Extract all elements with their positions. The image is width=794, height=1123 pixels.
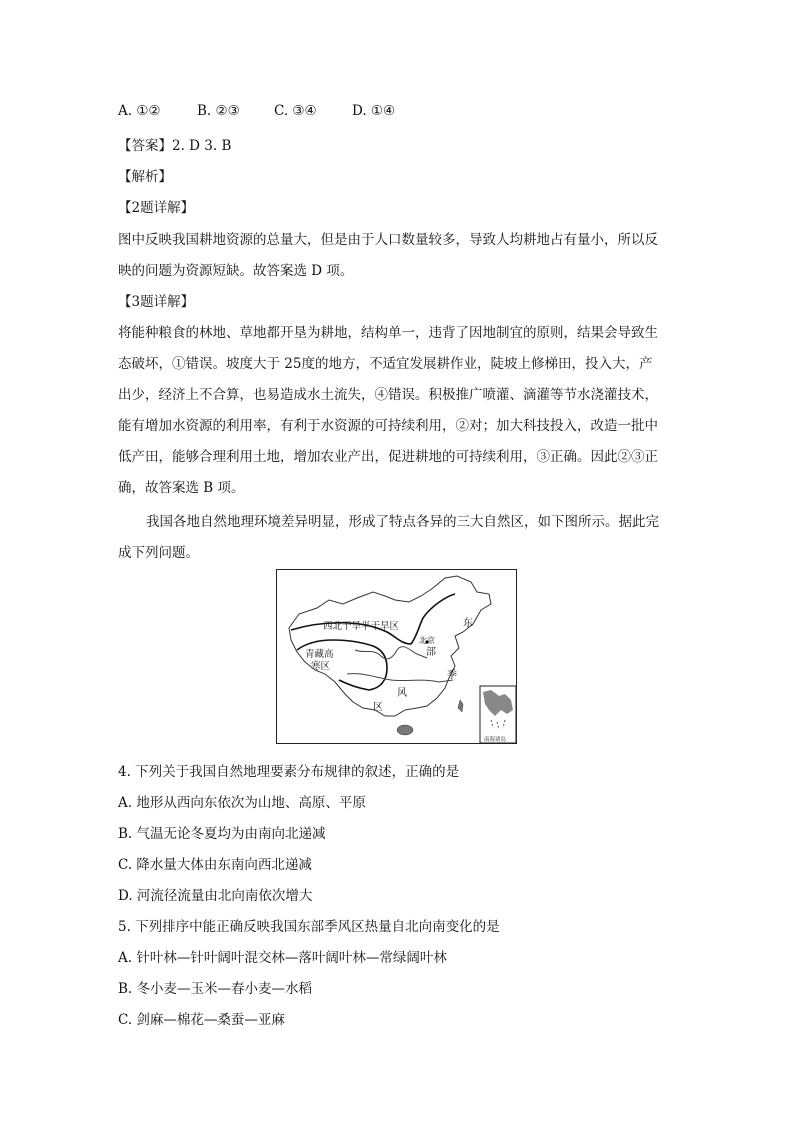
q3-line-1: 将能种粮食的林地、草地都开垦为耕地，结构单一，违背了因地制宜的原则，结果会导致生: [118, 325, 658, 341]
map-label-qinghai-tibet-2: 寒区: [311, 661, 331, 672]
q4-option-a: A. 地形从西向东依次为山地、高原、平原: [118, 795, 366, 811]
yellow-river: [355, 647, 427, 659]
map-label-qinghai-tibet-1: 青藏高: [305, 649, 334, 660]
q5-option-a: A. 针叶林—针叶阔叶混交林—落叶阔叶林—常绿阔叶林: [118, 950, 447, 966]
hainan-island: [397, 725, 413, 735]
q5-option-c: C. 剑麻—棉花—桑蚕—亚麻: [118, 1012, 285, 1028]
map-drawing: [277, 570, 516, 743]
q2-heading: 【2题详解】: [118, 200, 195, 216]
china-outline: [289, 576, 491, 716]
q3-line-6: 确，故答案选 B 项。: [118, 480, 245, 496]
intro-line-1: 我国各地自然地理环境差异明显，形成了特点各异的三大自然区，如下图所示。据此完: [146, 514, 659, 530]
q5-stem: 5. 下列排序中能正确反映我国东部季风区热量自北向南变化的是: [118, 919, 500, 935]
intro-line-2: 成下列问题。: [118, 545, 199, 561]
q4-option-b: B. 气温无论冬夏均为由南向北递减: [118, 826, 326, 842]
q5-option-b: B. 冬小麦—玉米—春小麦—水稻: [118, 981, 313, 997]
q3-line-2: 态破坏，①错误。坡度大于 25度的地方，不适宜发展耕作业，陡坡上修梯田，投入大，产: [118, 356, 653, 372]
map-label-feng: 风: [397, 688, 407, 699]
map-label-east: 东: [463, 618, 473, 629]
analysis-heading: 【解析】: [118, 169, 172, 185]
map-label-beijing: 北京: [419, 636, 435, 645]
q3-options-row: [118, 103, 395, 119]
option-b: B. ②③: [197, 103, 240, 119]
q4-stem: 4. 下列关于我国自然地理要素分布规律的叙述，正确的是: [118, 764, 460, 780]
q3-line-4: 能有增加水资源的利用率，有利于水资源的可持续利用，②对；加大科技投入，改造一批中: [118, 418, 658, 434]
q4-option-d: D. 河流径流量由北向南依次增大: [118, 888, 313, 904]
option-a: A. ①②: [118, 103, 161, 119]
map-label-inset: 南海诸岛: [484, 737, 507, 743]
map-label-northwest: 西北干旱半干旱区: [323, 621, 400, 632]
q2-line-1: 图中反映我国耕地资源的总量大，但是由于人口数量较多，导致人均耕地占有量小，所以反: [118, 232, 658, 248]
map-label-qu: 区: [373, 702, 383, 713]
q3-heading: 【3题详解】: [118, 294, 195, 310]
q3-line-3: 出少，经济上不合算，也易造成水土流失，④错误。积极推广喷灌、滴灌等节水浇灌技术，: [118, 387, 658, 403]
taiwan-island: [458, 700, 463, 712]
q4-option-c: C. 降水量大体由东南向西北递减: [118, 857, 312, 873]
q2-line-2: 映的问题为资源短缺。故答案选 D 项。: [118, 263, 354, 279]
yangtze-river: [347, 674, 453, 682]
option-c: C. ③④: [274, 103, 317, 119]
answer-line: 【答案】2. D 3. B: [118, 138, 232, 154]
map-label-bu: 部: [426, 647, 436, 658]
map-label-ji: 季: [447, 670, 457, 681]
china-natural-regions-map: [276, 569, 517, 744]
option-d: D. ①④: [352, 103, 396, 119]
q3-line-5: 低产田，能够合理利用土地，增加农业产出，促进耕地的可持续利用，③正确。因此②③正: [118, 449, 658, 465]
